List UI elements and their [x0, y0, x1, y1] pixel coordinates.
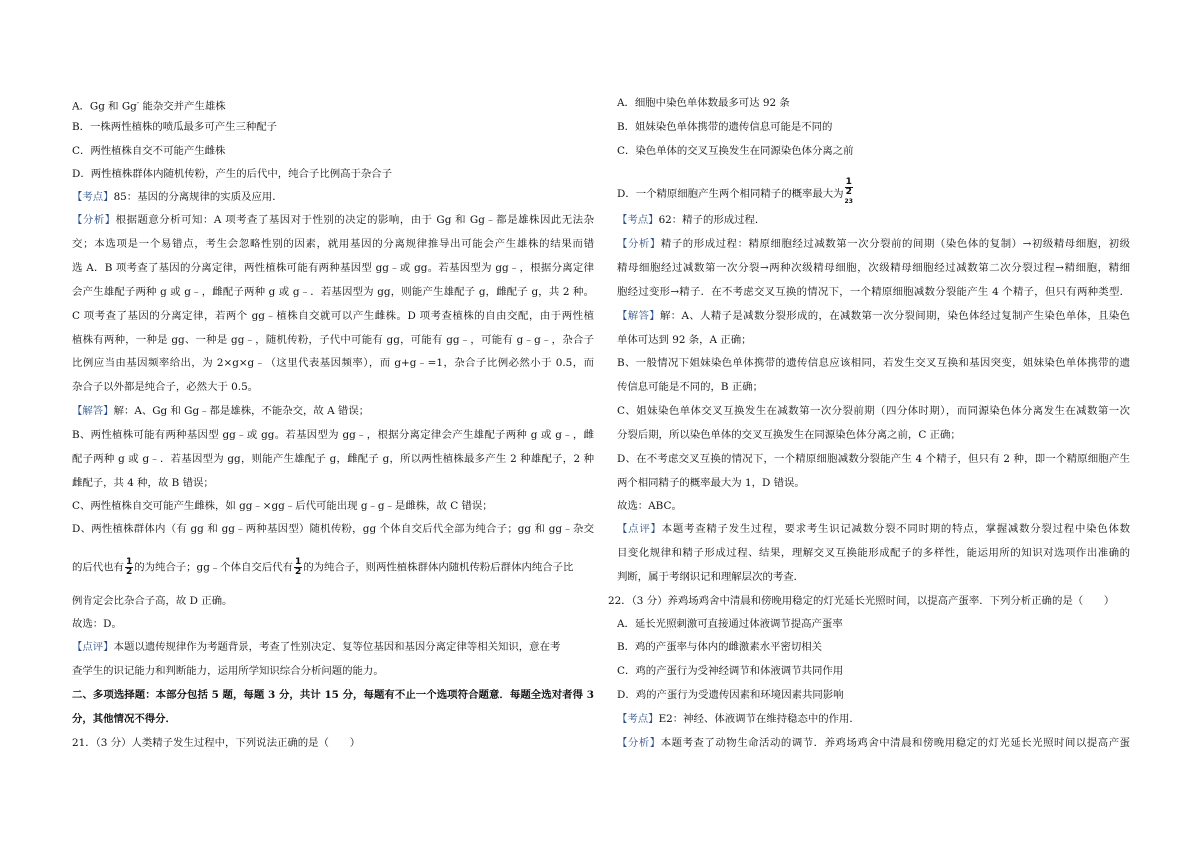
fenxi-line-6: 植株有两种，一种是 gg、一种是 gg﹣，随机传粉，子代中可能有 gg，可能有 gg﹣，可能有 g﹣g﹣，杂合子: [72, 334, 594, 346]
jieda-line-4: 雌配子，共 4 种，故 B 错误；: [72, 477, 214, 489]
q22-option-c: C．鸡的产蛋行为受神经调节和体液调节共同作用: [617, 665, 844, 677]
q22-option-a: A．延长光照刺激可直接通过体液调节提高产蛋率: [617, 618, 843, 630]
r-dianping-line-2: 目变化规律和精子形成过程、结果，理解交叉互换能形成配子的多样性，能运用所的知识对选项作出准确的: [617, 547, 1130, 559]
fenxi-line-1: 【分析】根据题意分析可知：A 项考查了基因对于性别的决定的影响，由于 Gg 和 Gg﹣都是雄株因此无法杂: [72, 214, 594, 226]
jieda-line-8: 例肯定会比杂合子高，故 D 正确。: [72, 595, 233, 607]
r-dianping-line-1: 【点评】本题考查精子发生过程，要求考生识记减数分裂不同时期的特点，掌握减数分裂过程中染色体数: [617, 523, 1131, 535]
r-fenxi-line-1: 【分析】精子的形成过程：精原细胞经过减数第一次分裂前的间期（染色体的复制）→初级精母细胞，初级: [617, 238, 1131, 250]
r-fenxi-tag: 【分析】: [617, 238, 661, 250]
r-dianping-line-3: 判断，属于考纲识记和理解层次的考查．: [617, 571, 805, 583]
q21-option-a: A．细胞中染色单体数最多可达 92 条: [617, 97, 790, 109]
dianping-tag: 【点评】: [72, 641, 114, 653]
dianping-line-1: 【点评】本题以遗传规律作为考题背景，考查了性别决定、复等位基因和基因分离定律等相关知识，意在考: [72, 641, 561, 653]
fraction-half-2: $\frac{1}{2}$: [295, 557, 302, 577]
section-heading-1: 二、多项选择题：本部分包括 5 题，每题 3 分，共计 15 分，每题有不止一个选项符合题意．每题全选对者得 3: [72, 689, 594, 701]
fenxi-line-4: 会产生雄配子两种 g 或 g﹣，雌配子两种 g 或 g﹣．若基因型为 gg，则能产生雄配子 g，雌配子 g，共 2 种。: [72, 286, 594, 298]
q22-kaodian-tag: 【考点】: [617, 713, 659, 725]
jieda-line-2: B、两性植株可能有两种基因型 gg﹣或 gg。若基因型为 gg﹣，根据分离定律会产生雄配子两种 g 或 g﹣，雌: [72, 429, 594, 441]
q21-option-c: C．染色单体的交叉互换发生在同源染色体分离之前: [617, 145, 854, 157]
fraction-half-1: $\frac{1}{2}$: [125, 557, 133, 577]
fenxi-line-7: 比例应当由基因频率给出，为 2×g×g﹣（这里代表基因频率），而 g+g﹣=1，杂合子比例必然小于 0.5，而: [72, 357, 594, 369]
r-jieda-line-3: B、一般情况下姐妹染色单体携带的遗传信息应该相同，若发生交叉互换和基因突变，姐妹染色单体携带的遗: [617, 357, 1130, 369]
r-jieda-line-1: 【解答】解：A、人精子是减数分裂形成的，在减数第一次分裂间期，染色体经过复制产生染色单体，且染色: [617, 310, 1131, 322]
q22-option-d: D．鸡的产蛋行为受遗传因素和环境因素共同影响: [617, 689, 844, 701]
jieda-line-1: 【解答】解：A、Gg 和 Gg﹣都是雄株，不能杂交，故 A 错误；: [72, 405, 370, 417]
section-heading-2: 分，其他情况不得分．: [72, 713, 176, 725]
option-b: B．一株两性植株的喷瓜最多可产生三种配子: [72, 121, 278, 133]
jieda-answer: 故选：D。: [72, 618, 122, 630]
r-jieda-tag: 【解答】: [617, 310, 661, 322]
q22-fenxi-tag: 【分析】: [617, 737, 661, 749]
q22-kaodian-line: 【考点】E2：神经、体液调节在维持稳态中的作用．: [617, 713, 860, 725]
r-jieda-line-7: D、在不考虑交叉互换的情况下，一个精原细胞减数分裂能产生 4 个精子，但只有 2 种，即一个精原细胞产生: [617, 453, 1130, 465]
r-jieda-answer: 故选：ABC。: [617, 500, 682, 512]
r-dianping-tag: 【点评】: [617, 523, 662, 535]
r-kaodian-tag: 【考点】: [617, 214, 659, 226]
kaodian-tag: 【考点】: [72, 191, 114, 203]
fenxi-line-2: 交；本选项是一个易错点，考生会忽略性别的因素，就用基因的分离规律推导出可能会产生雄株的结果而错: [72, 238, 594, 250]
r-fenxi-line-2: 精母细胞经过减数第一次分裂→两种次级精母细胞，次级精母细胞经过减数第二次分裂过程→精细胞，精细: [617, 262, 1130, 274]
question-21: 21．（3 分）人类精子发生过程中，下列说法正确的是（ ）: [72, 737, 361, 749]
jieda-line-5: C、两性植株自交可能产生雌株，如 gg﹣×gg﹣后代可能出现 g﹣g﹣是雌株，故 C 错误；: [72, 500, 493, 512]
r-jieda-line-4: 传信息可能是不同的，B 正确；: [617, 381, 764, 393]
jieda-line-3: 配子两种 g 或 g﹣．若基因型为 gg，则能产生雄配子 g，雌配子 g，所以两性植株最多产生 2 种雄配子，2 种: [72, 453, 594, 465]
r-fenxi-line-3: 胞经过变形→精子．在不考虑交叉互换的情况下，一个精原细胞减数分裂能产生 4 个精子，但只有两种类型．: [617, 286, 1130, 298]
fraction-power: 1 2 $^{23}$: [844, 177, 853, 205]
r-kaodian-line: 【考点】62：精子的形成过程．: [617, 214, 766, 226]
q22-option-b: B．鸡的产蛋率与体内的雌激素水平密切相关: [617, 641, 823, 653]
jieda-line-7: 的后代也有 $\frac{1}{2}$ 的为纯合子；gg﹣个体自交后代有 $\frac{1}{2}$ 的为纯合子，则两性植株群体内随机传粉后群体内纯合子比: [72, 557, 574, 577]
r-jieda-line-2: 单体可达到 92 条，A 正确；: [617, 334, 752, 346]
option-a: A．Gg 和 Gg- 能杂交并产生雄株: [72, 99, 226, 113]
option-c: C．两性植株自交不可能产生雌株: [72, 145, 226, 157]
fenxi-tag: 【分析】: [72, 214, 116, 226]
fenxi-line-5: C 项考查了基因的分离定律，若两个 gg﹣植株自交就可以产生雌株。D 项考查植株的自由交配，由于两性植: [72, 310, 594, 322]
question-22: 22．（3 分）养鸡场鸡舍中清晨和傍晚用稳定的灯光延长光照时间，以提高产蛋率．下列分析正确的是（ ）: [608, 595, 1115, 607]
kaodian-line: 【考点】85：基因的分离规律的实质及应用．: [72, 191, 283, 203]
fenxi-line-3: 选 A．B 项考查了基因的分离定律，两性植株可能有两种基因型 gg﹣或 gg。若基因型为 gg﹣，根据分离定律: [72, 262, 594, 274]
q21-option-d: D．一个精原细胞产生两个相同精子的概率最大为 1 2 $^{23}$: [617, 178, 854, 210]
q22-fenxi-line-1: 【分析】本题考查了动物生命活动的调节．养鸡场鸡舍中清晨和傍晚用稳定的灯光延长光照时间以提高产蛋: [617, 737, 1131, 749]
q21-option-b: B．姐妹染色单体携带的遗传信息可能是不同的: [617, 121, 833, 133]
fenxi-line-8: 杂合子以外都是纯合子，必然大于 0.5。: [72, 381, 259, 393]
jieda-line-6: D、两性植株群体内（有 gg 和 gg﹣两种基因型）随机传粉，gg 个体自交后代全部为纯合子；gg 和 gg﹣杂交: [72, 523, 594, 535]
r-jieda-line-6: 分裂后期，所以染色单体的交叉互换发生在同源染色体分离之前，C 正确；: [617, 429, 961, 441]
r-jieda-line-5: C、姐妹染色单体交叉互换发生在减数第一次分裂前期（四分体时期），而同源染色体分离发生在减数第一次: [617, 405, 1130, 417]
jieda-tag: 【解答】: [72, 405, 114, 417]
option-d: D．两性植株群体内随机传粉，产生的后代中，纯合子比例高于杂合子: [72, 168, 393, 180]
dianping-line-2: 查学生的识记能力和判断能力，运用所学知识综合分析问题的能力。: [72, 665, 384, 677]
r-jieda-line-8: 两个相同精子的概率最大为 1，D 错误。: [617, 477, 805, 489]
